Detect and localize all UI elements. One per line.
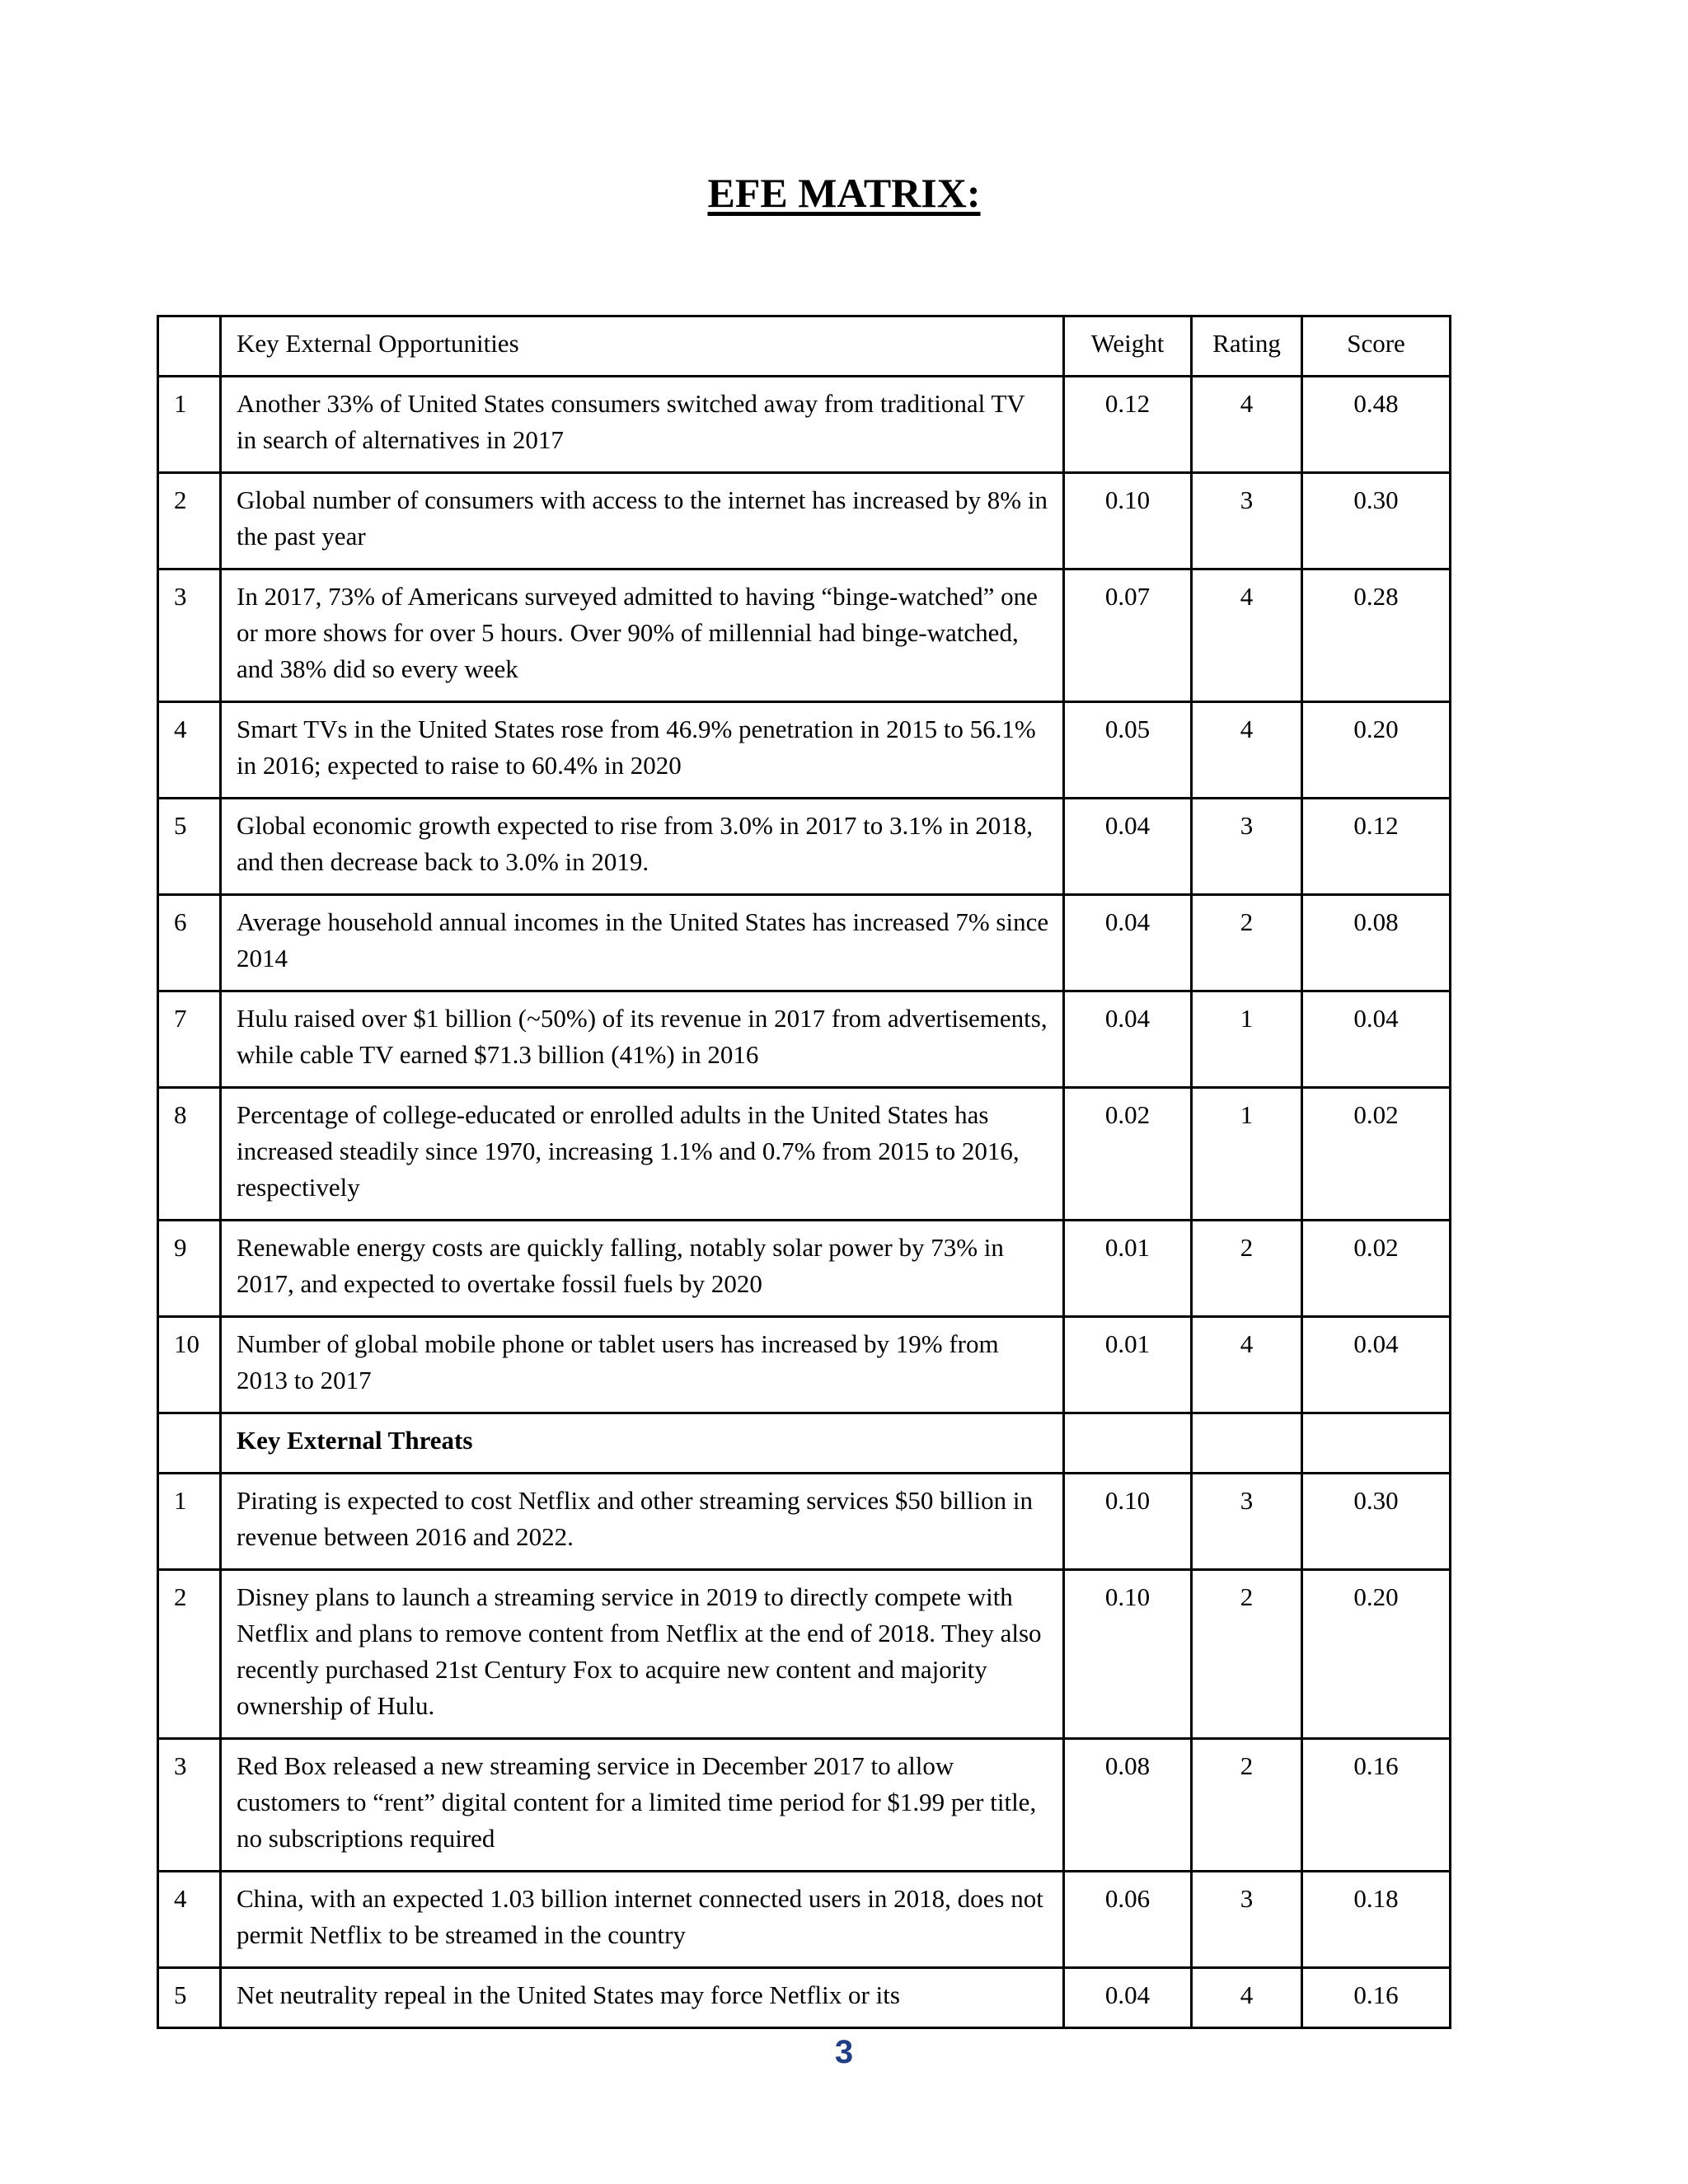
opportunity-row <box>158 895 1451 991</box>
threat-row <box>158 1570 1451 1739</box>
factor-number: 5 <box>158 799 221 895</box>
factor-description: Global economic growth expected to rise from 3.0% in 2017 to 3.1% in 2018, and then decrease back to 3.0% in 2019. <box>221 799 1064 895</box>
factor-score: 0.16 <box>1302 1739 1451 1872</box>
factor-description: Net neutrality repeal in the United States may force Netflix or its <box>221 1968 1064 2028</box>
factor-weight: 0.04 <box>1064 1968 1192 2028</box>
efe-matrix-table <box>157 315 1451 2029</box>
factor-description: Pirating is expected to cost Netflix and other streaming services $50 billion in revenue between 2016 and 2022. <box>221 1474 1064 1570</box>
factor-number: 7 <box>158 991 221 1088</box>
factor-weight: 0.06 <box>1064 1872 1192 1968</box>
factor-score: 0.28 <box>1302 569 1451 702</box>
factor-score: 0.02 <box>1302 1088 1451 1221</box>
factor-rating: 3 <box>1192 1474 1302 1570</box>
factor-rating: 3 <box>1192 799 1302 895</box>
threats-section-label: Key External Threats <box>221 1413 1064 1474</box>
factor-score: 0.48 <box>1302 377 1451 473</box>
opportunity-row <box>158 799 1451 895</box>
threat-row <box>158 1968 1451 2028</box>
factor-number: 1 <box>158 377 221 473</box>
factor-number: 6 <box>158 895 221 991</box>
factor-weight: 0.10 <box>1064 1474 1192 1570</box>
factor-rating: 4 <box>1192 1317 1302 1413</box>
factor-rating: 2 <box>1192 1739 1302 1872</box>
threat-row <box>158 1872 1451 1968</box>
efe-matrix-body <box>158 316 1451 2028</box>
factor-description: Hulu raised over $1 billion (~50%) of its revenue in 2017 from advertisements, while cable TV earned $71.3 billion (41%) in 2016 <box>221 991 1064 1088</box>
threats-number-cell <box>158 1413 221 1474</box>
factor-weight: 0.12 <box>1064 377 1192 473</box>
factor-weight: 0.02 <box>1064 1088 1192 1221</box>
factor-weight: 0.10 <box>1064 1570 1192 1739</box>
opportunities-header-row <box>158 316 1451 377</box>
factor-number: 9 <box>158 1221 221 1317</box>
factor-weight: 0.07 <box>1064 569 1192 702</box>
opportunity-row <box>158 377 1451 473</box>
factor-rating: 4 <box>1192 377 1302 473</box>
threats-empty-cell <box>1192 1413 1302 1474</box>
factor-description: Percentage of college-educated or enrolled adults in the United States has increased steadily since 1970, increasing 1.1% and 0.7% from 2015 to 2016, respectively <box>221 1088 1064 1221</box>
factor-number: 2 <box>158 1570 221 1739</box>
factor-rating: 1 <box>1192 991 1302 1088</box>
factor-rating: 2 <box>1192 1221 1302 1317</box>
factor-description: Red Box released a new streaming service in December 2017 to allow customers to “rent” digital content for a limited time period for $1.99 per title, no subscriptions required <box>221 1739 1064 1872</box>
factor-score: 0.08 <box>1302 895 1451 991</box>
factor-weight: 0.04 <box>1064 991 1192 1088</box>
factor-weight: 0.08 <box>1064 1739 1192 1872</box>
factor-number: 5 <box>158 1968 221 2028</box>
factor-score: 0.04 <box>1302 991 1451 1088</box>
opportunity-row <box>158 1317 1451 1413</box>
weight-column-header: Weight <box>1064 316 1192 377</box>
threats-header-row <box>158 1413 1451 1474</box>
page-number: 3 <box>834 2034 854 2070</box>
factor-number: 4 <box>158 702 221 799</box>
factor-rating: 2 <box>1192 895 1302 991</box>
opportunity-row <box>158 702 1451 799</box>
opportunities-section-label: Key External Opportunities <box>221 316 1064 377</box>
factor-description: Global number of consumers with access to the internet has increased by 8% in the past year <box>221 473 1064 569</box>
factor-number: 8 <box>158 1088 221 1221</box>
opportunity-row <box>158 569 1451 702</box>
factor-score: 0.02 <box>1302 1221 1451 1317</box>
factor-weight: 0.04 <box>1064 895 1192 991</box>
rating-column-header: Rating <box>1192 316 1302 377</box>
factor-description: China, with an expected 1.03 billion internet connected users in 2018, does not permit Netflix to be streamed in the country <box>221 1872 1064 1968</box>
opportunity-row <box>158 473 1451 569</box>
threat-row <box>158 1739 1451 1872</box>
factor-score: 0.18 <box>1302 1872 1451 1968</box>
threats-empty-cell <box>1302 1413 1451 1474</box>
factor-number: 4 <box>158 1872 221 1968</box>
factor-weight: 0.05 <box>1064 702 1192 799</box>
factor-rating: 4 <box>1192 569 1302 702</box>
factor-score: 0.16 <box>1302 1968 1451 2028</box>
factor-score: 0.30 <box>1302 473 1451 569</box>
factor-number: 3 <box>158 1739 221 1872</box>
factor-rating: 4 <box>1192 702 1302 799</box>
factor-description: Number of global mobile phone or tablet users has increased by 19% from 2013 to 2017 <box>221 1317 1064 1413</box>
factor-description: Average household annual incomes in the United States has increased 7% since 2014 <box>221 895 1064 991</box>
factor-rating: 2 <box>1192 1570 1302 1739</box>
factor-score: 0.30 <box>1302 1474 1451 1570</box>
factor-rating: 1 <box>1192 1088 1302 1221</box>
threat-row <box>158 1474 1451 1570</box>
factor-weight: 0.04 <box>1064 799 1192 895</box>
factor-description: Renewable energy costs are quickly falling, notably solar power by 73% in 2017, and expected to overtake fossil fuels by 2020 <box>221 1221 1064 1317</box>
factor-number: 10 <box>158 1317 221 1413</box>
factor-description: Another 33% of United States consumers switched away from traditional TV in search of alternatives in 2017 <box>221 377 1064 473</box>
factor-score: 0.20 <box>1302 1570 1451 1739</box>
factor-score: 0.20 <box>1302 702 1451 799</box>
page-title: EFE MATRIX: <box>707 170 981 216</box>
header-number-cell <box>158 316 221 377</box>
opportunity-row <box>158 1088 1451 1221</box>
threats-empty-cell <box>1064 1413 1192 1474</box>
opportunity-row <box>158 1221 1451 1317</box>
factor-description: In 2017, 73% of Americans surveyed admitted to having “binge-watched” one or more shows for over 5 hours. Over 90% of millennial had binge-watched, and 38% did so every week <box>221 569 1064 702</box>
score-column-header: Score <box>1302 316 1451 377</box>
factor-weight: 0.10 <box>1064 473 1192 569</box>
opportunity-row <box>158 991 1451 1088</box>
factor-number: 2 <box>158 473 221 569</box>
factor-score: 0.04 <box>1302 1317 1451 1413</box>
factor-weight: 0.01 <box>1064 1317 1192 1413</box>
factor-description: Disney plans to launch a streaming service in 2019 to directly compete with Netflix and plans to remove content from Netflix at the end of 2018. They also recently purchased 21st Century Fox to acquire new content and majority ownership of Hulu. <box>221 1570 1064 1739</box>
factor-score: 0.12 <box>1302 799 1451 895</box>
factor-number: 1 <box>158 1474 221 1570</box>
factor-weight: 0.01 <box>1064 1221 1192 1317</box>
factor-description: Smart TVs in the United States rose from 46.9% penetration in 2015 to 56.1% in 2016; expected to raise to 60.4% in 2020 <box>221 702 1064 799</box>
factor-rating: 3 <box>1192 1872 1302 1968</box>
factor-rating: 4 <box>1192 1968 1302 2028</box>
factor-number: 3 <box>158 569 221 702</box>
factor-rating: 3 <box>1192 473 1302 569</box>
